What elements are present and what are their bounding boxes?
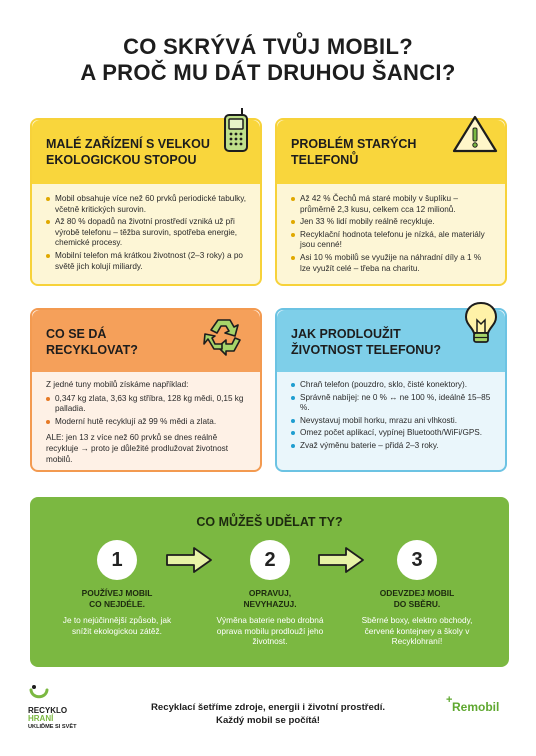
card-title	[291, 136, 416, 168]
footer-line1: Recyklací šetříme zdroje, energii i životní prostředí.	[150, 702, 386, 713]
card-title-line1: CO SE DÁ	[46, 327, 107, 341]
list-item: Omez počet aplikací, vypínej Bluetooth/WiFi/GPS.	[291, 428, 493, 439]
page-title-line2: A PROČ MU DÁT DRUHOU ŠANCI?	[80, 60, 456, 85]
list-item: Chraň telefon (pouzdro, sklo, čisté konektory).	[291, 380, 493, 391]
remobil-logo-text: Remobil	[452, 700, 500, 714]
remobil-logo	[446, 694, 500, 714]
card-body	[291, 380, 493, 454]
footer-message	[110, 701, 426, 727]
list-item: Recyklační hodnota telefonu je nízká, ale materiály jsou cenné!	[291, 230, 493, 251]
list-item: Až 42 % Čechů má staré mobily v šuplíku – průměrně 2,3 kusu, celkem cca 12 milionů.	[291, 194, 493, 215]
action-panel	[30, 497, 509, 667]
list-item: Asi 10 % mobilů se využije na náhradní díly a 1 % lze využít celé – třeba na charitu.	[291, 253, 493, 274]
list-item: Až 80 % dopadů na životní prostředí vzniká už při výrobě telefonu – těžba surovin, spotřeba energie, chemické procesy.	[46, 217, 248, 249]
card-body	[46, 194, 248, 274]
step-heading-line1: OPRAVUJ,	[248, 588, 292, 598]
page-title-line1: CO SKRÝVÁ TVŮJ MOBIL?	[123, 34, 413, 59]
step-text: Je to nejúčinnější způsob, jak snížit ekologickou zátěž.	[62, 615, 172, 636]
step-number: 1	[97, 540, 137, 580]
card-title-line2: EKOLOGICKOU STOPOU	[46, 153, 197, 167]
step-heading-line1: POUŽÍVEJ MOBIL	[81, 588, 153, 598]
list-item: Zvaž výměnu baterie – přidá 2–3 roky.	[291, 441, 493, 452]
smile-logo-icon	[28, 684, 50, 704]
step-heading	[47, 588, 187, 609]
card-title	[291, 326, 441, 358]
recyklohrani-logo	[26, 682, 96, 736]
card-old-phones-problem	[275, 118, 507, 286]
action-title: CO MŮŽEŠ UDĚLAT TY?	[196, 515, 343, 529]
list-item: 0,347 kg zlata, 3,63 kg stříbra, 128 kg mědi, 0,15 kg palladia.	[46, 394, 248, 415]
card-extend-lifespan	[275, 308, 507, 472]
list-item: Moderní hutě recyklují až 99 % mědi a zlata.	[46, 417, 248, 428]
warning-icon	[451, 114, 499, 154]
step-heading	[200, 588, 340, 609]
recycle-icon	[202, 316, 246, 356]
light-bulb-icon	[463, 300, 499, 348]
step-heading-line2: NEVYHAZUJ.	[243, 598, 297, 609]
step-heading	[347, 588, 487, 609]
list-item: Mobil obsahuje více než 60 prvků periodické tabulky, včetně kritických surovin.	[46, 194, 248, 215]
list-item: Nevystavuj mobil horku, mrazu ani vlhkosti.	[291, 416, 493, 427]
footer-line2: Každý mobil se počítá!	[216, 715, 320, 726]
logo-left-line2: HRANÍ	[28, 714, 54, 723]
card-title-line2: ŽIVOTNOST TELEFONU?	[291, 343, 441, 357]
card-intro: Z jedné tuny mobilů získáme například:	[46, 380, 189, 389]
list-item: Mobilní telefon má krátkou životnost (2–3 roky) a po světě jich kolují miliardy.	[46, 251, 248, 272]
card-title-line2: TELEFONŮ	[291, 153, 359, 167]
plus-icon: +	[446, 694, 453, 706]
card-title-line1: JAK PRODLOUŽIT	[291, 327, 401, 341]
step-heading-line1: ODEVZDEJ MOBIL	[379, 588, 455, 598]
step-text: Sběrné boxy, elektro obchody, červené kontejnery a školy v Recyklohraní!	[361, 615, 473, 646]
step-text: Výměna baterie nebo drobná oprava mobilu prodlouží jeho životnost.	[216, 615, 324, 646]
logo-left-line3: UKLIĎME SI SVĚT	[28, 724, 77, 730]
list-item: Jen 33 % lidí mobily reálně recykluje.	[291, 217, 493, 228]
arrow-right-icon	[316, 545, 366, 575]
card-ecological-footprint	[30, 118, 262, 286]
card-title	[46, 326, 138, 358]
card-note: ALE: jen 13 z více než 60 prvků se dnes reálně recykluje → proto je důležité prodlužovat životnost mobilů.	[46, 433, 229, 464]
step-heading-line2: CO NEJDÉLE.	[89, 598, 145, 609]
card-body	[46, 380, 248, 468]
card-body	[291, 194, 493, 276]
card-title	[46, 136, 210, 168]
list-item: Správně nabíjej: ne 0 % ↔ ne 100 %, ideálně 15–85 %.	[291, 393, 493, 414]
step-number: 2	[250, 540, 290, 580]
page-title	[0, 34, 536, 86]
card-title-line1: MALÉ ZAŘÍZENÍ S VELKOU	[46, 137, 210, 151]
step-heading-line2: DO SBĚRU.	[393, 598, 441, 609]
arrow-right-icon	[164, 545, 214, 575]
logo-left-line1: RECYKLO	[28, 706, 68, 715]
step-number: 3	[397, 540, 437, 580]
mobile-phone-icon	[222, 106, 252, 154]
card-what-can-be-recycled	[30, 308, 262, 472]
card-title-line1: PROBLÉM STARÝCH	[291, 137, 417, 151]
card-title-line2: RECYKLOVAT?	[46, 343, 138, 357]
